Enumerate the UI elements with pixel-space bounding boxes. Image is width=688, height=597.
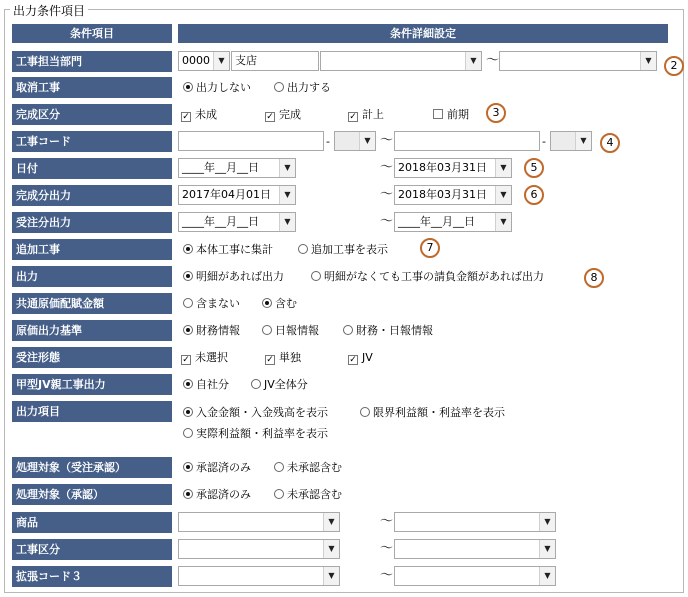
product-from-select[interactable] [178,512,340,532]
cancel-opt-no-output[interactable] [183,81,251,95]
comp-out-to-picker[interactable] [394,185,512,205]
radio-selected-icon [183,489,193,499]
radio-empty-icon [311,271,321,281]
radio-selected-icon [183,244,193,254]
work-class-to-select[interactable] [394,539,556,559]
radio-empty-icon [360,407,370,417]
checkmark-icon: ✓ [182,112,190,122]
cost-base-opt-finance[interactable] [183,324,240,338]
additional-opt-aggregate[interactable] [183,243,273,257]
completion-chk-unfinished[interactable] [181,108,217,122]
jv-parent-opt-all[interactable] [251,378,308,392]
additional-opt-show[interactable] [298,243,388,257]
radio-empty-icon [183,298,193,308]
dropdown-arrow-icon: ▼ [495,159,511,177]
callout-badge-2: 2 [664,56,684,76]
label-output: 出力 [12,266,172,287]
completion-chk-finished[interactable] [265,108,301,122]
header-item: 条件項目 [12,24,172,43]
dept-from-select[interactable] [320,51,482,71]
radio-empty-icon [274,82,284,92]
order-out-from-picker[interactable] [178,212,296,232]
checkmark-icon: ✓ [266,355,274,365]
additional-opt2-label: 追加工事を表示 [311,243,388,256]
header-detail: 条件詳細設定 [178,24,668,43]
dept-to-select[interactable] [499,51,657,71]
code-to-branch-select[interactable] [550,131,592,151]
cancel-opt-output[interactable] [274,81,331,95]
dropdown-arrow-icon: ▼ [539,540,555,558]
order-form-opt2-label: 単独 [279,351,301,364]
dept-code-select[interactable] [178,51,230,71]
dropdown-arrow-icon: ▼ [323,567,339,585]
label-additional: 追加工事 [12,239,172,260]
radio-empty-icon [183,428,193,438]
common-cost-opt-include[interactable] [262,297,297,311]
product-to-select[interactable] [394,512,556,532]
radio-empty-icon [251,379,261,389]
radio-selected-icon [183,407,193,417]
code-to-input[interactable] [394,131,540,151]
cost-base-opt2-label: 日報情報 [275,324,319,337]
checkmark-icon: ✓ [349,355,357,365]
dropdown-arrow-icon: ▼ [465,52,481,70]
additional-opt1-label: 本体工事に集計 [196,243,273,256]
label-work-class: 工事区分 [12,539,172,560]
output-opt-contract[interactable] [311,270,544,284]
comp-out-from-value: 2017年04月01日 [182,188,271,201]
target-approval-opt-unapproved[interactable] [274,488,342,502]
completion-chk-booked[interactable] [348,108,384,122]
completion-chk-previous[interactable] [433,108,469,122]
date-to-value: 2018年03月31日 [398,161,487,174]
cancel-opt1-label: 出力しない [196,81,251,94]
ext-code-range-tilde: 〜 [380,568,394,583]
label-date: 日付 [12,158,172,179]
radio-selected-icon [183,82,193,92]
date-from-picker[interactable] [178,158,296,178]
radio-selected-icon [183,379,193,389]
completion-opt3-label: 計上 [362,108,384,121]
code-from-input[interactable] [178,131,324,151]
output-items-opt1-label: 入金金額・入金残高を表示 [196,406,328,419]
dropdown-arrow-icon: ▼ [279,159,295,177]
code-to-dash: - [542,135,546,148]
cost-base-opt1-label: 財務情報 [196,324,240,337]
output-opt-detail[interactable] [183,270,284,284]
code-range-tilde: 〜 [380,133,394,148]
completion-opt1-label: 未成 [195,108,217,121]
cost-base-opt-daily[interactable] [262,324,319,338]
label-order-form: 受注形態 [12,347,172,368]
radio-empty-icon [274,489,284,499]
output-items-opt-actual[interactable] [183,427,328,441]
radio-empty-icon [343,325,353,335]
checkmark-icon: ✓ [182,355,190,365]
radio-selected-icon [262,298,272,308]
dropdown-arrow-icon: ▼ [640,52,656,70]
dropdown-arrow-icon: ▼ [539,567,555,585]
target-approval-opt1-label: 承認済のみ [196,488,251,501]
checkmark-icon: ✓ [349,112,357,122]
completion-opt4-label: 前期 [447,108,469,121]
dropdown-arrow-icon: ▼ [495,186,511,204]
target-order-opt-unapproved[interactable] [274,461,342,475]
common-cost-opt-exclude[interactable] [183,297,240,311]
code-from-dash: - [326,135,330,148]
output-items-opt3-label: 実際利益額・利益率を表示 [196,427,328,440]
label-common-cost: 共通原価配賦金額 [12,293,172,314]
label-target-order: 処理対象（受注承認） [12,457,172,478]
dropdown-arrow-icon: ▼ [213,52,229,70]
target-order-opt-approved[interactable] [183,461,251,475]
dropdown-arrow-icon: ▼ [539,513,555,531]
date-range-tilde: 〜 [380,160,394,175]
target-approval-opt2-label: 未承認含む [287,488,342,501]
order-form-chk-single[interactable] [265,351,301,365]
label-comp-out: 完成分出力 [12,185,172,206]
work-class-range-tilde: 〜 [380,541,394,556]
label-cancel: 取消工事 [12,77,172,98]
common-cost-opt1-label: 含まない [196,297,240,310]
label-cost-base: 原価出力基準 [12,320,172,341]
label-jv-parent: 甲型JV親工事出力 [12,374,172,395]
label-ext-code: 拡張コード３ [12,566,172,587]
radio-empty-icon [262,325,272,335]
dropdown-arrow-icon: ▼ [279,213,295,231]
target-order-opt1-label: 承認済のみ [196,461,251,474]
jv-parent-opt1-label: 自社分 [196,378,229,391]
label-output-items: 出力項目 [12,401,172,422]
dept-code-value: 0000 [182,54,210,67]
comp-out-from-picker[interactable] [178,185,296,205]
radio-selected-icon [183,325,193,335]
cancel-opt2-label: 出力する [287,81,331,94]
ext-code-to-select[interactable] [394,566,556,586]
checkbox-empty-icon [433,109,443,119]
dept-branch-field[interactable] [231,51,319,71]
output-opt1-label: 明細があれば出力 [196,270,284,283]
checkmark-icon: ✓ [266,112,274,122]
output-items-opt-marginal[interactable] [360,406,505,420]
ext-code-from-select[interactable] [178,566,340,586]
jv-parent-opt2-label: JV全体分 [264,378,308,391]
order-out-from-value: ____年__月__日 [182,215,259,228]
frame-title: 出力条件項目 [10,2,88,19]
target-order-opt2-label: 未承認含む [287,461,342,474]
product-range-tilde: 〜 [380,514,394,529]
callout-badge-8: 8 [584,268,604,288]
output-items-opt2-label: 限界利益額・利益率を表示 [373,406,505,419]
dropdown-arrow-icon: ▼ [359,132,375,150]
label-product: 商品 [12,512,172,533]
dropdown-arrow-icon: ▼ [279,186,295,204]
dept-range-tilde: 〜 [486,53,500,68]
dropdown-arrow-icon: ▼ [323,513,339,531]
code-from-branch-select[interactable] [334,131,376,151]
cost-base-opt-both[interactable] [343,324,433,338]
date-from-value: ____年__月__日 [182,161,259,174]
label-completion: 完成区分 [12,104,172,125]
label-code: 工事コード [12,131,172,152]
cost-base-opt3-label: 財務・日報情報 [356,324,433,337]
label-dept: 工事担当部門 [12,51,172,72]
order-form-opt3-label: JV [362,351,373,364]
label-order-out: 受注分出力 [12,212,172,233]
order-out-to-value: ____年__月__日 [398,215,475,228]
radio-empty-icon [274,462,284,472]
jv-parent-opt-own[interactable] [183,378,229,392]
dropdown-arrow-icon: ▼ [575,132,591,150]
callout-badge-3: 3 [486,103,506,123]
target-approval-opt-approved[interactable] [183,488,251,502]
callout-badge-5: 5 [524,158,544,178]
callout-badge-7: 7 [420,238,440,258]
common-cost-opt2-label: 含む [275,297,297,310]
completion-opt2-label: 完成 [279,108,301,121]
work-class-from-select[interactable] [178,539,340,559]
comp-out-to-value: 2018年03月31日 [398,188,487,201]
dept-branch-value: 支店 [235,54,257,67]
dropdown-arrow-icon: ▼ [323,540,339,558]
order-form-chk-unselected[interactable] [181,351,228,365]
dropdown-arrow-icon: ▼ [495,213,511,231]
radio-selected-icon [183,462,193,472]
label-target-approval: 処理対象（承認） [12,484,172,505]
comp-out-range-tilde: 〜 [380,187,394,202]
output-items-opt-payment[interactable] [183,406,328,420]
order-out-range-tilde: 〜 [380,214,394,229]
order-form-chk-jv[interactable] [348,351,373,365]
radio-empty-icon [298,244,308,254]
callout-badge-6: 6 [524,185,544,205]
radio-selected-icon [183,271,193,281]
callout-badge-4: 4 [600,133,620,153]
order-form-opt1-label: 未選択 [195,351,228,364]
date-to-picker[interactable] [394,158,512,178]
output-opt2-label: 明細がなくても工事の請負金額があれば出力 [324,270,544,283]
order-out-to-picker[interactable] [394,212,512,232]
